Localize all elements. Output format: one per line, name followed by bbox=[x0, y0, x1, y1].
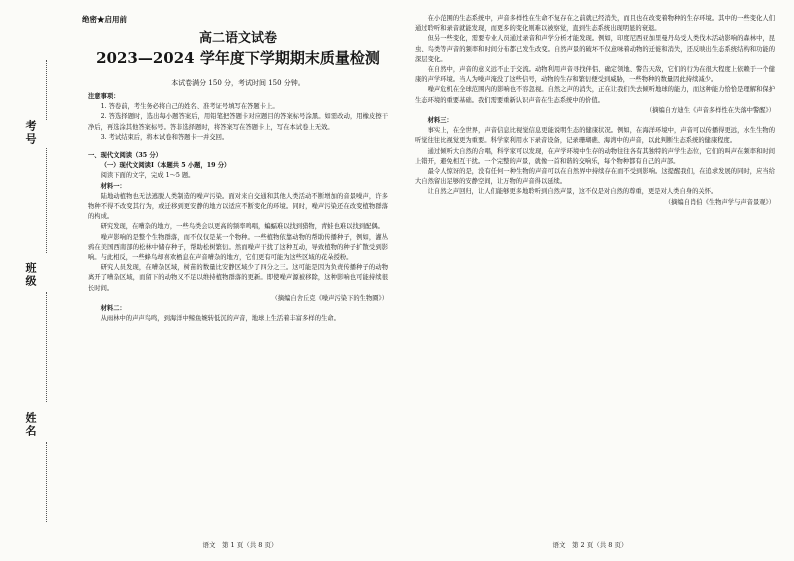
page-footer-left: 语文 第 1 页（共 8 页） bbox=[202, 541, 278, 549]
section-heading: 一、现代文阅读（35 分） bbox=[88, 152, 162, 160]
paragraph: 研究人员发现，在嘈杂区域，树苗的数量比安静区域少了四分之三。这可能是因为负责传播种子的动物离开了嘈杂区域，而留下的动物又不足以维持植物群落的更新。即使噪声源被移除，这种影响也可能持续很长时间。 bbox=[88, 264, 388, 292]
dotted-line bbox=[46, 442, 47, 522]
paragraph: 在自然中，声音的意义远不止于交流。动物利用声音寻找伴侣、确定领地、警告天敌，它们的行为在很大程度上依赖于一个健康的声学环境。当人为噪声淹没了这些信号，动物的生存和繁衍便受到威胁，一些物种的数量因此持续减少。 bbox=[415, 66, 775, 84]
page-footer-right: 语文 第 2 页（共 8 页） bbox=[552, 541, 628, 549]
right-body bbox=[415, 14, 775, 208]
material-label: 材料三： bbox=[427, 117, 453, 125]
paragraph: 最令人惊讶的是，没有任何一种生物的声音可以在自然界中持续存在而不受到影响。这提醒我们，在追求发展的同时，应当给大自然留出足够的安静空间，让万物的声音得以延续。 bbox=[415, 168, 775, 186]
notice-heading: 注意事项： bbox=[88, 93, 120, 100]
source-citation: （摘编自肖伯《生物声学与声音景观》） bbox=[664, 198, 775, 206]
paragraph: 在小范围的生态系统中，声音多样性在生命不复存在之前就已经消失，而且也在改变着物种的生存环境。其中的一些变化人们通过聆听和录音就能发现，而更多的变化则难以被察觉，直到生态系统出现明显的衰退。 bbox=[415, 15, 775, 33]
notice-item: 1. 答卷前，考生务必将自己的姓名、准考证号填写在答题卡上。 bbox=[100, 103, 279, 111]
paragraph: 噪声影响的是整个生物群落，而不仅仅是某一个物种。一些植物依靠动物的帮助传播种子，例如，灌丛鸦在美国西南部的松林中储存种子，帮助松树繁衍。然而噪声干扰了这种互动，导致植物的种子扩散受到影响。与此相反，一些蜂鸟却喜欢栖息在声音嘈杂的地方，它们更有可能为这些区域的花朵授粉。 bbox=[88, 233, 388, 262]
source-citation: （摘编自舍丘克《噪声污染下的生物圈》） bbox=[271, 294, 388, 302]
class-label: 班级 bbox=[24, 262, 37, 288]
instruction: 阅读下面的文字，完成 1～5 题。 bbox=[100, 172, 195, 180]
dotted-line bbox=[46, 292, 47, 402]
paragraph: 陆地动植物也无法逃脱人类制造的噪声污染。面对来自交通和其他人类活动不断增加的音景噪声，许多物种不得不改变其行为，或迁移到更安静的地方以适应不断变化的环境。同时，噪声污染还在改变植物群落的构成。 bbox=[88, 192, 388, 221]
notice-item: 2. 答选择题时，选出每小题答案后，用铅笔把答题卡对应题目的答案标号涂黑。如需改动，用橡皮擦干净后，再选涂其他答案标号。答非选择题时，将答案写在答题卡上，写在本试卷上无效。 bbox=[88, 113, 388, 131]
dotted-line bbox=[46, 148, 47, 253]
secret-mark: 绝密★启用前 bbox=[82, 15, 127, 24]
paragraph: 让自然之声回归，让人们能够更多地聆听到自然声景，这不仅是对自然的尊重，更是对人类自身的关怀。 bbox=[427, 188, 718, 196]
paragraph: 通过倾听大自然的合唱，科学家可以发现，在声学环境中生存的动物往往各有其独特的声学生态位，它们的叫声在频率和时间上错开，避免相互干扰。一个完整的声景，就像一首和谐的交响乐，每个物种都有自己的声部。 bbox=[415, 147, 775, 165]
name-label: 姓名 bbox=[24, 412, 37, 438]
paragraph: 研究发现，在嘈杂的地方，一些鸟类会以更高的频率鸣唱，蝙蝠难以找到猎物，青蛙也难以找到配偶。 bbox=[100, 223, 384, 231]
exam-title: 高二语文试卷 bbox=[198, 31, 277, 46]
paragraph: 事实上，在全世界，声音信息比视觉信息更能说明生态的健康状况。例如，在海洋环境中，声音可以传播得更远，水生生物的听觉往往比视觉更为重要。科学家利用水下录音设备，记录珊瑚礁、海湾中的声音，以此判断生态系统的健康程度。 bbox=[415, 127, 775, 145]
subsection-heading: （一）现代文阅读Ⅰ（本题共 5 小题，19 分） bbox=[100, 162, 231, 170]
binding-margin bbox=[0, 0, 66, 561]
notice-item: 3. 考试结束后，将本试卷和答题卡一并交回。 bbox=[100, 133, 229, 141]
paragraph: 从雨林中的声声鸟鸣，到海洋中鲸鱼婉转低沉的声音，地球上生活着丰富多样的生命。 bbox=[100, 315, 340, 323]
material-label: 材料二： bbox=[100, 305, 126, 313]
exam-subtitle: 2023—2024 学年度下学期期末质量检测 bbox=[96, 49, 380, 67]
source-citation: （摘编自方迪生《声音多样性在失落中警醒》） bbox=[645, 106, 775, 114]
exam-number-label: 考号 bbox=[24, 120, 37, 146]
dotted-line bbox=[46, 60, 47, 120]
left-body bbox=[88, 92, 388, 324]
material-label: 材料一： bbox=[100, 182, 126, 190]
paragraph: 噪声危机在全球范围内的影响也不容忽视。自然之声的消失，正在让我们失去倾听地球的能力，而这种能力恰恰是理解和保护生态环境的重要基础。我们需要重新认识声音在生态系统中的价值。 bbox=[415, 86, 775, 104]
paragraph: 但另一些变化，需要专业人员通过录音和声学分析才能发现。例如，印度尼西亚加里曼丹岛受人类伐木活动影响的森林中，昆虫、鸟类等声音的频率和时间分布都已发生改变。自然声景的破坏不仅意味着动物的迁徙和消失，还反映出生态系统结构和功能的深层变化。 bbox=[415, 35, 775, 63]
exam-info: 本试卷满分 150 分，考试时间 150 分钟。 bbox=[171, 79, 305, 87]
